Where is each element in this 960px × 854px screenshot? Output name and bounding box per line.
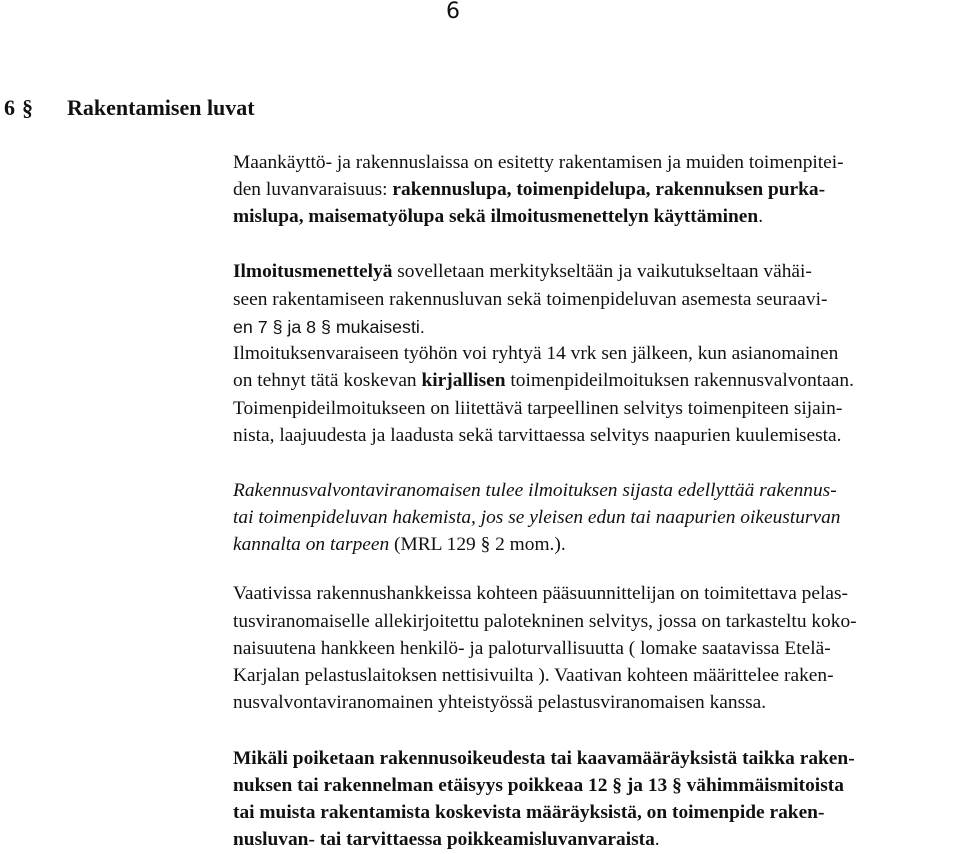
text-run: ja 8 [282,317,322,337]
text-run: on tehnyt tätä koskevan [233,370,422,391]
section-sign: § [272,317,283,337]
section-sign: § [22,95,33,120]
paragraph-line: Ilmoituksenvaraiseen työhön voi ryhtyä 14 vrk sen jälkeen, kun asianomainen [233,343,839,364]
paragraph-line [233,826,660,854]
bold-text: mislupa, maisematyölupa sekä ilmoitusmenettelyn käyttäminen [233,206,759,227]
bold-text: rakennuslupa, toimenpidelupa, rakennuksen purka- [392,179,826,200]
text-run: mukaisesti. [330,317,425,337]
paragraph-line: naisuutena hankkeen henkilö- ja paloturvallisuutta ( lomake saatavissa Etelä- [233,638,831,659]
text-run: den luvanvaraisuus: [233,179,393,200]
paragraph-line: seen rakentamiseen rakennusluvan sekä toimenpideluvan asemesta seuraavi- [233,289,828,310]
text-run: ja 13 [621,775,673,796]
text-run: en 7 [233,317,273,337]
text-run: sovelletaan merkitykseltään ja vaikutukseltaan vähäi- [392,261,812,282]
paragraph-line: tai muista rakentamista koskevista määräyksistä, on toimenpide raken- [233,802,825,823]
paragraph-line: nista, laajuudesta ja laadusta sekä tarvittaessa selvitys naapurien kuulemisesta. [233,425,842,446]
text-run: vähimmäismitoista [681,775,844,796]
paragraph-line: Mikäli poiketaan rakennusoikeudesta tai kaavamääräyksistä taikka raken- [233,748,855,769]
section-number: 6 [4,95,15,120]
bold-text: nusluvan- tai tarvittaessa poikkeamisluvanvaraista [233,829,655,850]
bold-text: Ilmoitusmenettelyä [233,261,393,282]
section-sign: § [480,534,491,555]
paragraph-line: nusvalvontaviranomainen yhteistyössä pelastusviranomaisen kanssa. [233,692,767,713]
text-run: . [654,829,660,850]
paragraph-line: Karjalan pelastuslaitoksen nettisivuilta ). Vaativan kohteen määrittelee raken- [233,665,834,686]
paragraph-line [233,531,566,559]
paragraph-line [233,367,854,395]
paragraph-line [233,176,825,204]
paragraph-line: tai toimenpideluvan hakemista, jos se yleisen edun tai naapurien oikeusturvan [233,507,841,528]
paragraph-line [233,313,425,341]
paragraph-line: Rakennusvalvontaviranomaisen tulee ilmoituksen sijasta edellyttää rakennus- [233,480,837,501]
bold-text: kirjallisen [421,370,506,391]
text-run: toimenpideilmoituksen rakennusvalvontaan. [505,370,854,391]
section-title: Rakentamisen luvat [67,95,255,120]
italic-text: kannalta on tarpeen [233,534,390,555]
text-run: (MRL 129 [389,534,481,555]
text-run: . [758,206,764,227]
paragraph-line: tusviranomaiselle allekirjoitettu palotekninen selvitys, jossa on tarkasteltu koko- [233,611,857,632]
text-run: nuksen tai rakennelman etäisyys poikkeaa 12 [233,775,613,796]
section-sign: § [672,775,682,796]
paragraph-line [233,772,844,800]
section-sign: § [612,775,622,796]
paragraph-line [233,203,763,231]
section-sign: § [321,317,331,337]
paragraph-line: Toimenpideilmoitukseen on liitettävä tarpeellinen selvitys toimenpiteen sijain- [233,398,843,419]
paragraph-line: Vaativissa rakennushankkeissa kohteen pääsuunnittelijan on toimitettava pelas- [233,583,848,604]
text-run: 2 mom.). [490,534,566,555]
page-number: 6 [446,0,460,24]
paragraph-line [233,258,812,286]
paragraph-line: Maankäyttö- ja rakennuslaissa on esitetty rakentamisen ja muiden toimenpitei- [233,152,844,173]
